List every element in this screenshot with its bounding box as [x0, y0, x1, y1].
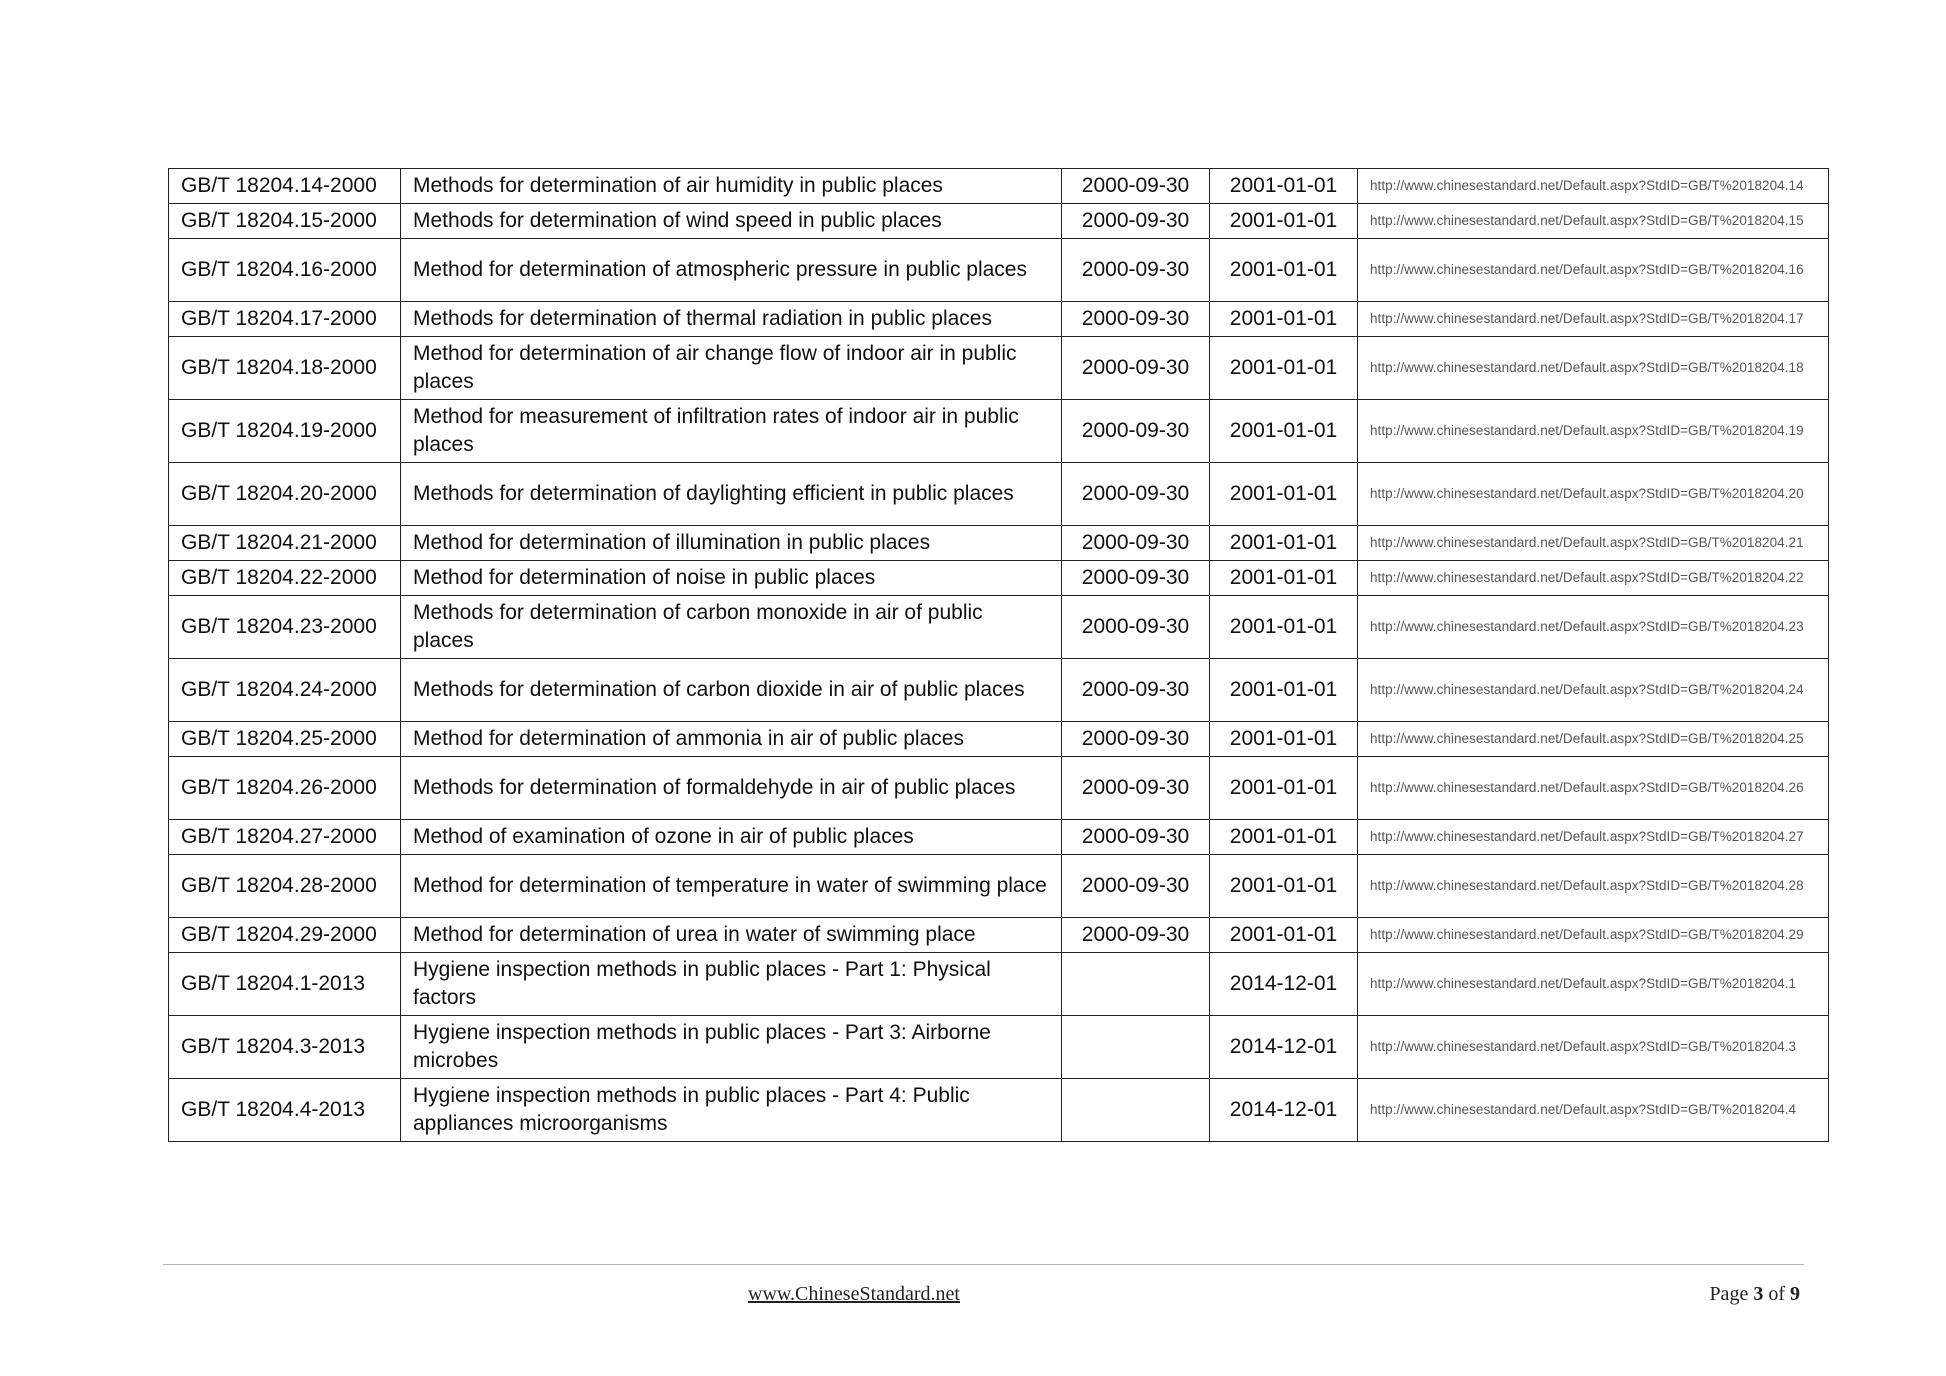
implementation-date: 2001-01-01: [1210, 239, 1358, 302]
standard-title: Method for measurement of infiltration rates of indoor air in public places: [401, 400, 1062, 463]
standard-title: Method for determination of urea in water of swimming place: [401, 918, 1062, 953]
standard-title: Methods for determination of carbon monoxide in air of public places: [401, 596, 1062, 659]
issue-date: 2000-09-30: [1062, 596, 1210, 659]
standard-code: GB/T 18204.28-2000: [169, 855, 401, 918]
standard-code: GB/T 18204.4-2013: [169, 1079, 401, 1142]
implementation-date: 2001-01-01: [1210, 169, 1358, 204]
standard-title: Hygiene inspection methods in public places - Part 3: Airborne microbes: [401, 1016, 1062, 1079]
table-row: [169, 169, 1829, 204]
footer-divider: [163, 1264, 1804, 1265]
table-row: [169, 918, 1829, 953]
standard-code: GB/T 18204.29-2000: [169, 918, 401, 953]
standard-title: Methods for determination of carbon dioxide in air of public places: [401, 659, 1062, 722]
standard-code: GB/T 18204.23-2000: [169, 596, 401, 659]
table-row: [169, 596, 1829, 659]
standard-title: Methods for determination of air humidity in public places: [401, 169, 1062, 204]
issue-date: [1062, 953, 1210, 1016]
implementation-date: 2001-01-01: [1210, 463, 1358, 526]
table-row: [169, 855, 1829, 918]
standard-code: GB/T 18204.1-2013: [169, 953, 401, 1016]
standard-url[interactable]: http://www.chinesestandard.net/Default.aspx?StdID=GB/T%2018204.3: [1358, 1016, 1829, 1079]
standard-code: GB/T 18204.16-2000: [169, 239, 401, 302]
standard-code: GB/T 18204.25-2000: [169, 722, 401, 757]
standard-url[interactable]: http://www.chinesestandard.net/Default.aspx?StdID=GB/T%2018204.25: [1358, 722, 1829, 757]
standard-url[interactable]: http://www.chinesestandard.net/Default.aspx?StdID=GB/T%2018204.21: [1358, 526, 1829, 561]
page-label: Page: [1709, 1283, 1749, 1305]
implementation-date: 2001-01-01: [1210, 722, 1358, 757]
table-row: [169, 820, 1829, 855]
standard-code: GB/T 18204.27-2000: [169, 820, 401, 855]
standard-url[interactable]: http://www.chinesestandard.net/Default.aspx?StdID=GB/T%2018204.20: [1358, 463, 1829, 526]
standard-url[interactable]: http://www.chinesestandard.net/Default.aspx?StdID=GB/T%2018204.17: [1358, 302, 1829, 337]
issue-date: 2000-09-30: [1062, 463, 1210, 526]
standard-title: Method for determination of ammonia in air of public places: [401, 722, 1062, 757]
standard-url[interactable]: http://www.chinesestandard.net/Default.aspx?StdID=GB/T%2018204.28: [1358, 855, 1829, 918]
standard-code: GB/T 18204.26-2000: [169, 757, 401, 820]
standard-title: Method for determination of atmospheric pressure in public places: [401, 239, 1062, 302]
standard-url[interactable]: http://www.chinesestandard.net/Default.aspx?StdID=GB/T%2018204.1: [1358, 953, 1829, 1016]
standard-title: Method for determination of air change flow of indoor air in public places: [401, 337, 1062, 400]
implementation-date: 2001-01-01: [1210, 918, 1358, 953]
standard-url[interactable]: http://www.chinesestandard.net/Default.aspx?StdID=GB/T%2018204.24: [1358, 659, 1829, 722]
standard-url[interactable]: http://www.chinesestandard.net/Default.aspx?StdID=GB/T%2018204.4: [1358, 1079, 1829, 1142]
implementation-date: 2014-12-01: [1210, 1079, 1358, 1142]
table-row: [169, 400, 1829, 463]
page-number: [1709, 1283, 1800, 1306]
standard-url[interactable]: http://www.chinesestandard.net/Default.aspx?StdID=GB/T%2018204.18: [1358, 337, 1829, 400]
table-row: [169, 757, 1829, 820]
issue-date: 2000-09-30: [1062, 169, 1210, 204]
issue-date: 2000-09-30: [1062, 659, 1210, 722]
issue-date: 2000-09-30: [1062, 400, 1210, 463]
standard-code: GB/T 18204.19-2000: [169, 400, 401, 463]
implementation-date: 2001-01-01: [1210, 659, 1358, 722]
standard-code: GB/T 18204.3-2013: [169, 1016, 401, 1079]
issue-date: 2000-09-30: [1062, 918, 1210, 953]
issue-date: 2000-09-30: [1062, 204, 1210, 239]
issue-date: 2000-09-30: [1062, 855, 1210, 918]
table-row: [169, 722, 1829, 757]
standard-code: GB/T 18204.14-2000: [169, 169, 401, 204]
implementation-date: 2001-01-01: [1210, 337, 1358, 400]
standard-title: Method for determination of illumination in public places: [401, 526, 1062, 561]
footer-site-link[interactable]: www.ChineseStandard.net: [748, 1283, 960, 1305]
standard-code: GB/T 18204.21-2000: [169, 526, 401, 561]
implementation-date: 2001-01-01: [1210, 400, 1358, 463]
implementation-date: 2001-01-01: [1210, 561, 1358, 596]
page-of-label: of: [1768, 1283, 1785, 1305]
standard-url[interactable]: http://www.chinesestandard.net/Default.aspx?StdID=GB/T%2018204.23: [1358, 596, 1829, 659]
table-row: [169, 526, 1829, 561]
table-row: [169, 1079, 1829, 1142]
standard-url[interactable]: http://www.chinesestandard.net/Default.aspx?StdID=GB/T%2018204.26: [1358, 757, 1829, 820]
standard-url[interactable]: http://www.chinesestandard.net/Default.aspx?StdID=GB/T%2018204.22: [1358, 561, 1829, 596]
table-row: [169, 463, 1829, 526]
implementation-date: 2001-01-01: [1210, 757, 1358, 820]
implementation-date: 2001-01-01: [1210, 526, 1358, 561]
standard-url[interactable]: http://www.chinesestandard.net/Default.aspx?StdID=GB/T%2018204.27: [1358, 820, 1829, 855]
standard-title: Method of examination of ozone in air of public places: [401, 820, 1062, 855]
table-row: [169, 204, 1829, 239]
standard-url[interactable]: http://www.chinesestandard.net/Default.aspx?StdID=GB/T%2018204.16: [1358, 239, 1829, 302]
standard-title: Hygiene inspection methods in public places - Part 1: Physical factors: [401, 953, 1062, 1016]
current-page: 3: [1753, 1283, 1764, 1305]
implementation-date: 2001-01-01: [1210, 820, 1358, 855]
issue-date: 2000-09-30: [1062, 337, 1210, 400]
standard-title: Method for determination of noise in public places: [401, 561, 1062, 596]
table-row: [169, 953, 1829, 1016]
table-row: [169, 1016, 1829, 1079]
implementation-date: 2001-01-01: [1210, 855, 1358, 918]
standard-title: Method for determination of temperature in water of swimming place: [401, 855, 1062, 918]
table-row: [169, 659, 1829, 722]
standard-title: Hygiene inspection methods in public places - Part 4: Public appliances microorganisms: [401, 1079, 1062, 1142]
standard-url[interactable]: http://www.chinesestandard.net/Default.aspx?StdID=GB/T%2018204.19: [1358, 400, 1829, 463]
standard-code: GB/T 18204.22-2000: [169, 561, 401, 596]
issue-date: 2000-09-30: [1062, 722, 1210, 757]
standard-code: GB/T 18204.18-2000: [169, 337, 401, 400]
issue-date: 2000-09-30: [1062, 239, 1210, 302]
standard-code: GB/T 18204.20-2000: [169, 463, 401, 526]
issue-date: 2000-09-30: [1062, 302, 1210, 337]
issue-date: 2000-09-30: [1062, 757, 1210, 820]
standard-title: Methods for determination of thermal radiation in public places: [401, 302, 1062, 337]
standard-code: GB/T 18204.24-2000: [169, 659, 401, 722]
issue-date: [1062, 1016, 1210, 1079]
implementation-date: 2001-01-01: [1210, 204, 1358, 239]
standard-title: Methods for determination of daylighting efficient in public places: [401, 463, 1062, 526]
implementation-date: 2001-01-01: [1210, 302, 1358, 337]
implementation-date: 2014-12-01: [1210, 1016, 1358, 1079]
issue-date: 2000-09-30: [1062, 526, 1210, 561]
standard-code: GB/T 18204.17-2000: [169, 302, 401, 337]
implementation-date: 2014-12-01: [1210, 953, 1358, 1016]
issue-date: 2000-09-30: [1062, 820, 1210, 855]
issue-date: [1062, 1079, 1210, 1142]
standards-table: [168, 168, 1829, 1142]
total-pages: 9: [1790, 1283, 1800, 1305]
standard-url[interactable]: http://www.chinesestandard.net/Default.aspx?StdID=GB/T%2018204.29: [1358, 918, 1829, 953]
table-row: [169, 239, 1829, 302]
standard-url[interactable]: http://www.chinesestandard.net/Default.aspx?StdID=GB/T%2018204.15: [1358, 204, 1829, 239]
issue-date: 2000-09-30: [1062, 561, 1210, 596]
standard-title: Methods for determination of formaldehyde in air of public places: [401, 757, 1062, 820]
standard-code: GB/T 18204.15-2000: [169, 204, 401, 239]
table-row: [169, 302, 1829, 337]
standard-title: Methods for determination of wind speed in public places: [401, 204, 1062, 239]
standard-url[interactable]: http://www.chinesestandard.net/Default.aspx?StdID=GB/T%2018204.14: [1358, 169, 1829, 204]
table-row: [169, 337, 1829, 400]
implementation-date: 2001-01-01: [1210, 596, 1358, 659]
table-row: [169, 561, 1829, 596]
